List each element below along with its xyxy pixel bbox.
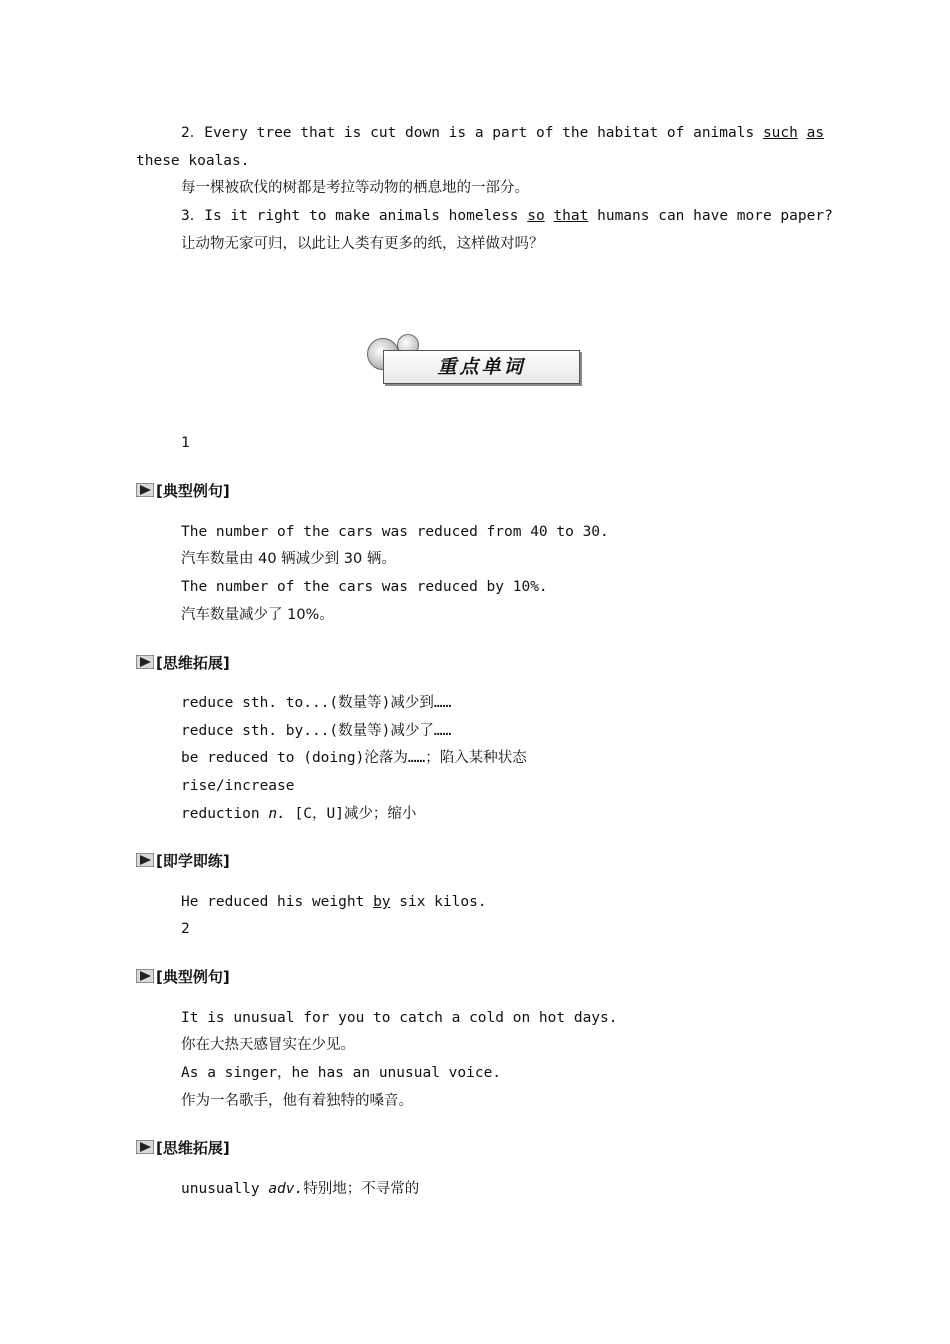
- word-2-expand-heading: [思维拓展]: [136, 1138, 230, 1158]
- word-2-example-1-chinese: 你在大热天感冒实在少见。: [181, 1037, 355, 1053]
- word-1-practice-sentence: He reduced his weight by six kilos.: [181, 894, 487, 910]
- word-1-expand-5: reduction n. [C，U]减少；缩小: [181, 806, 417, 822]
- sentence-3-english: 3．Is it right to make animals homeless so that humans can have more paper?: [181, 208, 833, 224]
- play-triangle-icon: [136, 483, 154, 497]
- word-1-practice-heading: [即学即练]: [136, 851, 230, 871]
- sentence-2-english: 2．Every tree that is cut down is a part of the habitat of animals such as: [181, 125, 825, 141]
- play-triangle-icon: [136, 655, 154, 669]
- play-triangle-icon: [136, 1140, 154, 1154]
- section-banner: [365, 334, 585, 390]
- word-1-expand-2: reduce sth. by...(数量等)减少了……: [181, 723, 452, 739]
- word-1-examples-heading: [典型例句]: [136, 481, 230, 501]
- word-1-expand-3: be reduced to (doing)沦落为……；陷入某种状态: [181, 750, 527, 766]
- play-triangle-icon: [136, 853, 154, 867]
- word-1-example-2-english: The number of the cars was reduced by 10%.: [181, 579, 548, 595]
- play-triangle-icon: [136, 969, 154, 983]
- word-2-expand-1: unusually adv.特别地；不寻常的: [181, 1181, 420, 1197]
- word-1-expand-heading: [思维拓展]: [136, 653, 230, 673]
- word-1-example-1-english: The number of the cars was reduced from 40 to 30.: [181, 524, 609, 540]
- word-2-example-2-chinese: 作为一名歌手，他有着独特的嗓音。: [181, 1093, 413, 1109]
- word-1-example-1-chinese: 汽车数量由 40 辆减少到 30 辆。: [181, 551, 396, 567]
- word-2-example-2-english: As a singer，he has an unusual voice.: [181, 1065, 502, 1081]
- sentence-2-english-cont: these koalas.: [136, 153, 250, 169]
- word-1-expand-4: rise/increase: [181, 778, 295, 794]
- word-2-number: 2: [181, 921, 190, 937]
- banner-title: 重点单词: [437, 356, 526, 378]
- word-1-number: 1: [181, 435, 190, 451]
- sentence-2-chinese: 每一棵被砍伐的树都是考拉等动物的栖息地的一部分。: [181, 180, 529, 196]
- word-2-examples-heading: [典型例句]: [136, 967, 230, 987]
- sentence-3-chinese: 让动物无家可归，以此让人类有更多的纸，这样做对吗？: [181, 236, 544, 252]
- word-2-example-1-english: It is unusual for you to catch a cold on hot days.: [181, 1010, 618, 1026]
- word-1-expand-1: reduce sth. to...(数量等)减少到……: [181, 695, 452, 711]
- word-1-example-2-chinese: 汽车数量减少了 10%。: [181, 607, 334, 623]
